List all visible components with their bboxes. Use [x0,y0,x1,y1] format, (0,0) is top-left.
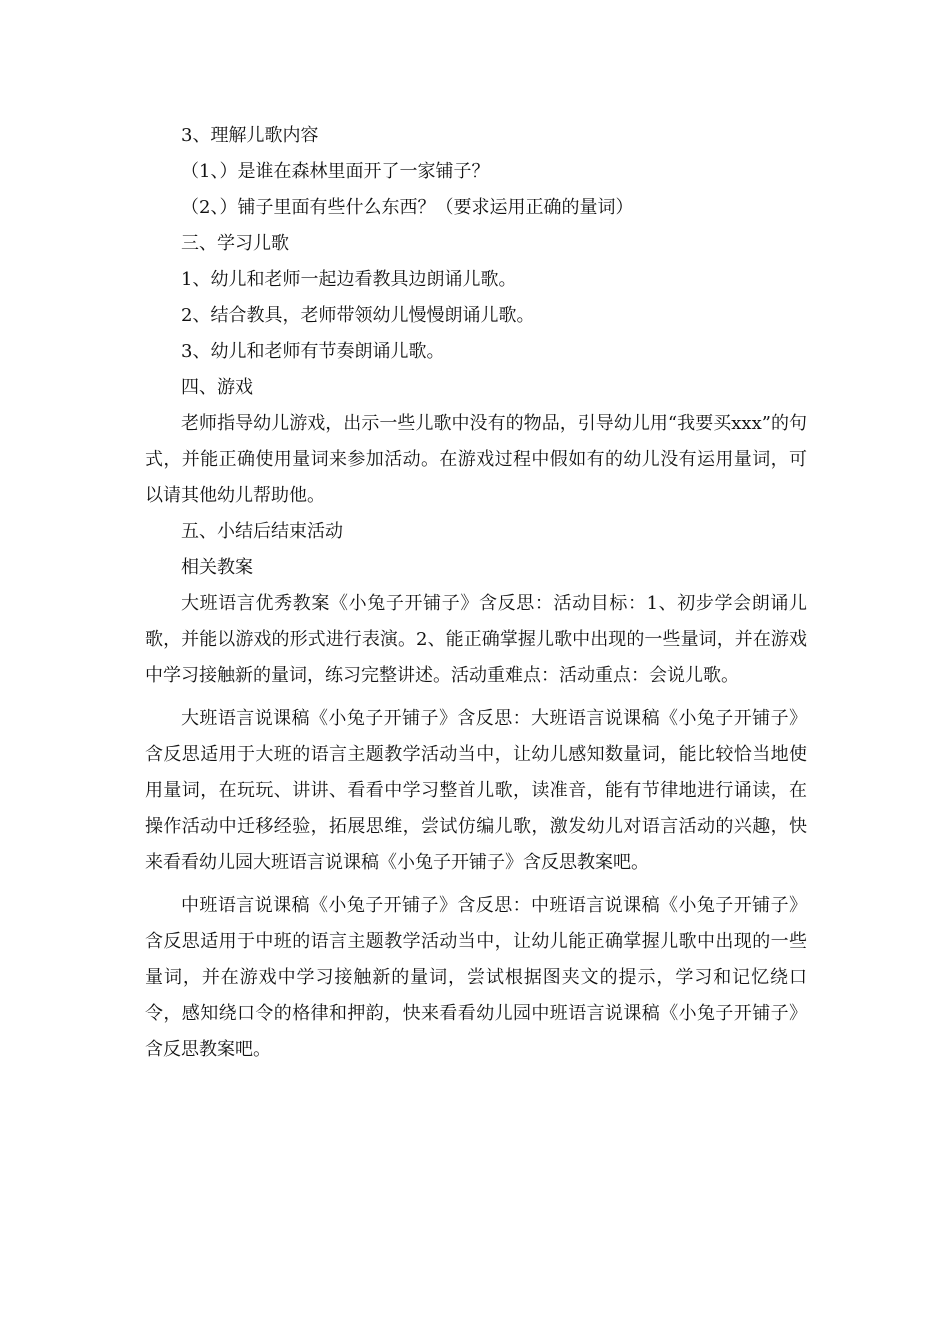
section-heading: 四、游戏 [181,377,253,398]
game-paragraph: 老师指导幼儿游戏，出示一些儿歌中没有的物品，引导幼儿用“我要买xxx”的句式，并能正确使用量词来参加活动。在游戏过程中假如有的幼儿没有运用量词，可以请其他幼儿帮助他。 [145,413,807,506]
question-line: （2、）铺子里面有些什么东西？（要求运用正确的量词） [181,197,634,218]
related-paragraph: 大班语言优秀教案《小兔子开铺子》含反思：活动目标：1、初步学会朗诵儿歌，并能以游戏的形式进行表演。2、能正确掌握儿歌中出现的一些量词，并在游戏中学习接触新的量词，练习完整讲述。活动重难点：活动重点：会说儿歌。 [145,593,807,686]
section-heading: 五、小结后结束活动 [181,521,343,542]
step-line: 1、幼儿和老师一起边看教具边朗诵儿歌。 [181,269,517,290]
step-line: 2、结合教具，老师带领幼儿慢慢朗诵儿歌。 [181,305,535,326]
related-paragraph: 大班语言说课稿《小兔子开铺子》含反思：大班语言说课稿《小兔子开铺子》含反思适用于大班的语言主题教学活动当中，让幼儿感知数量词，能比较恰当地使用量词，在玩玩、讲讲、看看中学习整首儿歌，读准音，能有节律地进行诵读，在操作活动中迁移经验，拓展思维，尝试仿编儿歌，激发幼儿对语言活动的兴趣，快来看看幼儿园大班语言说课稿《小兔子开铺子》含反思教案吧。 [145,708,807,873]
step-heading: 3、理解儿歌内容 [181,125,319,146]
step-line: 3、幼儿和老师有节奏朗诵儿歌。 [181,341,445,362]
related-paragraph: 中班语言说课稿《小兔子开铺子》含反思：中班语言说课稿《小兔子开铺子》含反思适用于中班的语言主题教学活动当中，让幼儿能正确掌握儿歌中出现的一些量词，并在游戏中学习接触新的量词，尝试根据图夹文的提示，学习和记忆绕口令，感知绕口令的格律和押韵，快来看看幼儿园中班语言说课稿《小兔子开铺子》含反思教案吧。 [145,895,807,1060]
question-line: （1、）是谁在森林里面开了一家铺子？ [181,161,490,182]
section-heading: 三、学习儿歌 [181,233,289,254]
related-heading: 相关教案 [181,557,253,578]
document-body [145,118,807,1068]
